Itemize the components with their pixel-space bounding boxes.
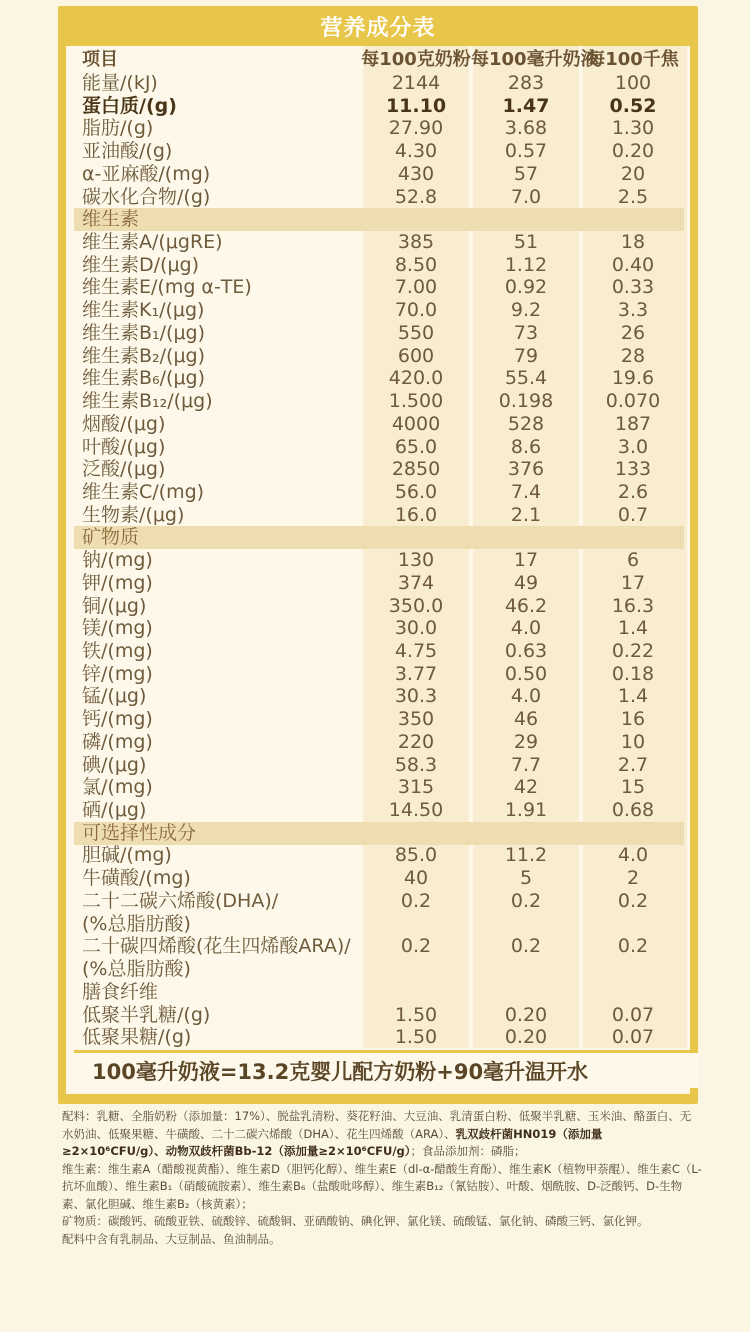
nutrient-name: α-亚麻酸/(mg) (82, 162, 211, 185)
value-per-100g: 220 (397, 730, 435, 753)
value-per-100ml: 2.1 (510, 503, 542, 526)
table-row (66, 913, 690, 936)
nutrient-name: 镁/(mg) (82, 617, 153, 640)
table-row (66, 345, 690, 368)
value-per-100ml: 9.2 (510, 299, 542, 322)
table-row (66, 844, 690, 867)
value-per-100g: 130 (397, 549, 435, 572)
value-per-100ml: 73 (513, 321, 539, 344)
value-per-100ml: 528 (507, 412, 545, 435)
value-per-100kj: 0.18 (611, 662, 655, 685)
table-row (66, 640, 690, 663)
value-per-100g: 430 (397, 162, 435, 185)
table-row (66, 504, 690, 527)
value-per-100g: 4.30 (394, 140, 438, 163)
value-per-100ml: 7.4 (510, 480, 542, 503)
value-per-100ml: 0.2 (510, 889, 542, 912)
value-per-100kj: 0.070 (605, 390, 661, 413)
value-per-100kj: 2.5 (617, 185, 649, 208)
value-per-100g: 600 (397, 344, 435, 367)
value-per-100g: 4000 (391, 412, 441, 435)
value-per-100kj: 100 (614, 72, 652, 94)
value-per-100kj: 3.3 (617, 299, 649, 322)
value-per-100g: 7.00 (394, 276, 438, 299)
nutrition-table-frame (58, 6, 698, 1104)
value-per-100g: 2144 (391, 72, 441, 94)
table-title: 营养成分表 (320, 15, 436, 41)
value-per-100g: 420.0 (388, 367, 444, 390)
nutrient-name: (%总脂肪酸) (82, 912, 191, 935)
value-per-100kj: 2.7 (617, 753, 649, 776)
value-per-100kj: 10 (620, 730, 646, 753)
value-per-100g: 40 (403, 867, 429, 890)
value-per-100kj: 0.2 (617, 935, 649, 958)
table-row (66, 254, 690, 277)
table-row (66, 481, 690, 504)
nutrient-name: 维生素B₂/(μg) (82, 344, 206, 367)
table-row (66, 958, 690, 981)
nutrient-name: 维生素D/(μg) (82, 253, 200, 276)
nutrient-name: 维生素B₆/(μg) (82, 367, 206, 390)
value-per-100ml: 11.2 (504, 844, 548, 867)
nutrient-name: (%总脂肪酸) (82, 958, 191, 981)
value-per-100ml: 55.4 (504, 367, 548, 390)
value-per-100kj: 0.40 (611, 253, 655, 276)
ingredients-section (62, 1108, 702, 1248)
value-per-100kj: 0.68 (611, 799, 655, 822)
nutrient-name: 亚油酸/(g) (82, 140, 173, 163)
value-per-100kj: 0.22 (611, 640, 655, 662)
nutrient-name: 低聚半乳糖/(g) (82, 1003, 211, 1026)
table-row (66, 367, 690, 390)
header-item: 项目 (82, 49, 118, 70)
value-per-100g: 0.2 (400, 889, 432, 912)
value-per-100ml: 42 (513, 776, 539, 799)
nutrient-name: 铁/(mg) (82, 640, 153, 662)
value-per-100ml: 79 (513, 344, 539, 367)
nutrient-name: 碳水化合物/(g) (82, 185, 211, 208)
nutrient-name: 泛酸/(μg) (82, 458, 166, 481)
value-per-100kj: 1.4 (617, 617, 649, 640)
table-row (66, 95, 690, 118)
value-per-100kj: 16.3 (611, 594, 655, 617)
nutrient-name: 锰/(μg) (82, 685, 147, 708)
table-row (66, 186, 690, 209)
table-row (66, 276, 690, 299)
value-per-100ml: 46.2 (504, 594, 548, 617)
table-row (66, 776, 690, 799)
nutrient-name: 脂肪/(g) (82, 117, 154, 140)
value-per-100g: 70.0 (394, 299, 438, 322)
value-per-100kj: 6 (626, 549, 640, 572)
value-per-100ml: 0.20 (504, 1026, 548, 1049)
table-row (66, 708, 690, 731)
value-per-100kj: 187 (614, 412, 652, 435)
nutrient-name: 铜/(μg) (82, 594, 147, 617)
nutrient-name: 胆碱/(mg) (82, 844, 172, 867)
table-row (66, 867, 690, 890)
value-per-100g: 65.0 (394, 435, 438, 458)
nutrient-name: 碘/(μg) (82, 753, 147, 776)
value-per-100g: 1.50 (394, 1003, 438, 1026)
value-per-100g: 4.75 (394, 640, 438, 662)
value-per-100ml: 1.12 (504, 253, 548, 276)
nutrient-name: 钾/(mg) (82, 571, 153, 594)
value-per-100ml: 4.0 (510, 685, 542, 708)
table-row (66, 981, 690, 1004)
value-per-100g: 56.0 (394, 480, 438, 503)
value-per-100ml: 46 (513, 708, 539, 731)
table-row (66, 413, 690, 436)
value-per-100kj: 1.30 (611, 117, 655, 140)
value-per-100kj: 2.6 (617, 480, 649, 503)
ingredients-text: 配料：乳糖、全脂奶粉（添加量：17%）、脱盐乳清粉、葵花籽油、大豆油、乳清蛋白粉、低聚半乳糖、玉米油、酪蛋白、无水奶油、低聚果糖、牛磺酸、二十二碳六烯酸（DHA）、花生四烯酸（ARA）、 (62, 1109, 692, 1141)
table-row (66, 663, 690, 686)
nutrient-name: 生物素/(μg) (82, 503, 185, 526)
table-row (66, 458, 690, 481)
value-per-100kj: 15 (620, 776, 646, 799)
header-per-100kj: 每100千焦 (587, 49, 679, 70)
value-per-100ml: 4.0 (510, 617, 542, 640)
value-per-100kj: 26 (620, 321, 646, 344)
table-row (66, 1026, 690, 1049)
table-row (66, 935, 690, 958)
nutrient-name: 维生素C/(mg) (82, 480, 205, 503)
nutrient-name: 烟酸/(μg) (82, 412, 166, 435)
nutrient-name: 磷/(mg) (82, 730, 153, 753)
value-per-100kj: 133 (614, 458, 652, 481)
probiotics-text: 乳双歧杆菌HN019（添加量≥2×10⁶CFU/g）、动物双歧杆菌Bb-12（添加量≥2×10⁶CFU/g） (62, 1126, 603, 1158)
nutrient-name: 蛋白质/(g) (82, 94, 177, 117)
value-per-100ml: 0.2 (510, 935, 542, 958)
value-per-100kj: 28 (620, 344, 646, 367)
value-per-100ml: 5 (519, 867, 533, 890)
nutrient-name: 钙/(mg) (82, 708, 153, 731)
table-row (66, 754, 690, 777)
value-per-100g: 27.90 (388, 117, 444, 140)
table-row (66, 299, 690, 322)
minerals-paragraph: 矿物质：碳酸钙、硫酸亚铁、硫酸锌、硫酸铜、亚硒酸钠、碘化钾、氯化镁、硫酸锰、氯化钠、磷酸三钙、氯化钾。 (62, 1214, 649, 1228)
table-row (66, 72, 690, 95)
value-per-100kj: 16 (620, 708, 646, 731)
nutrient-name: 维生素E/(mg α-TE) (82, 276, 252, 299)
header-per-100g-powder: 每100克奶粉 (361, 49, 471, 70)
value-per-100kj: 0.2 (617, 889, 649, 912)
nutrient-name: 二十碳四烯酸(花生四烯酸ARA)/ (82, 935, 351, 958)
value-per-100kj: 18 (620, 231, 646, 254)
value-per-100g: 1.50 (394, 1026, 438, 1049)
value-per-100ml: 3.68 (504, 117, 548, 140)
value-per-100g: 1.500 (388, 390, 444, 413)
value-per-100kj: 0.33 (611, 276, 655, 299)
value-per-100kj: 4.0 (617, 844, 649, 867)
value-per-100g: 58.3 (394, 753, 438, 776)
value-per-100g: 3.77 (394, 662, 438, 685)
table-row (66, 685, 690, 708)
table-row (66, 617, 690, 640)
nutrient-name: 膳食纤维 (82, 980, 159, 1003)
nutrient-name: 二十二碳六烯酸(DHA)/ (82, 889, 279, 912)
table-row (66, 799, 690, 822)
nutrient-name: 维生素B₁/(μg) (82, 321, 206, 344)
value-per-100kj: 0.07 (611, 1026, 655, 1049)
section-header: 矿物质 (74, 526, 684, 549)
value-per-100kj: 17 (620, 571, 646, 594)
table-row (66, 436, 690, 459)
value-per-100kj: 19.6 (611, 367, 655, 390)
value-per-100ml: 0.50 (504, 662, 548, 685)
value-per-100g: 350 (397, 708, 435, 731)
value-per-100g: 2850 (391, 458, 441, 481)
value-per-100ml: 0.20 (504, 1003, 548, 1026)
value-per-100g: 16.0 (394, 503, 438, 526)
table-row (66, 731, 690, 754)
value-per-100kj: 1.4 (617, 685, 649, 708)
section-header: 维生素 (74, 208, 684, 231)
value-per-100g: 315 (397, 776, 435, 799)
table-row (66, 163, 690, 186)
value-per-100kj: 0.20 (611, 140, 655, 163)
value-per-100kj: 0.7 (617, 503, 649, 526)
table-row (66, 117, 690, 140)
value-per-100ml: 0.63 (504, 640, 548, 662)
value-per-100kj: 0.07 (611, 1003, 655, 1026)
value-per-100g: 11.10 (385, 94, 447, 117)
value-per-100ml: 0.92 (504, 276, 548, 299)
value-per-100ml: 49 (513, 571, 539, 594)
value-per-100ml: 8.6 (510, 435, 542, 458)
ingredients-paragraph (62, 1108, 702, 1161)
value-per-100ml: 0.57 (504, 140, 548, 163)
nutrient-name: 氯/(mg) (82, 776, 153, 799)
nutrient-name: 低聚果糖/(g) (82, 1026, 192, 1049)
additives-text: ；食品添加剂：磷脂； (410, 1144, 526, 1158)
value-per-100ml: 376 (507, 458, 545, 481)
nutrient-name: 能量/(kJ) (82, 72, 158, 94)
allergen-paragraph: 配料中含有乳制品、大豆制品、鱼油制品。 (62, 1231, 281, 1246)
header-per-100ml-liquid: 每100毫升奶液 (471, 49, 599, 70)
table-header-row (66, 48, 690, 71)
value-per-100kj: 20 (620, 162, 646, 185)
value-per-100ml: 17 (513, 549, 539, 572)
table-row (66, 1004, 690, 1027)
vitamins-paragraph: 维生素：维生素A（醋酸视黄酯）、维生素D（胆钙化醇）、维生素E（dl-α-醋酸生育酚）、维生素K（植物甲萘醌）、维生素C（L-抗坏血酸）、维生素B₁（硝酸硫胺素）、维生素B₆（盐酸吡哆醇）、维生素B₁₂（氰钴胺）、叶酸、烟酰胺、D-泛酸钙、D-生物素、氯化胆碱、维生素B₂（核黄素）； (62, 1161, 702, 1211)
value-per-100kj: 2 (626, 867, 640, 890)
value-per-100ml: 57 (513, 162, 539, 185)
table-row (66, 231, 690, 254)
value-per-100ml: 1.91 (504, 799, 548, 822)
value-per-100g: 14.50 (388, 799, 444, 822)
table-row (66, 890, 690, 913)
nutrition-table (66, 46, 690, 1094)
value-per-100g: 30.0 (394, 617, 438, 640)
nutrient-name: 牛磺酸/(mg) (82, 867, 191, 890)
value-per-100g: 350.0 (388, 594, 444, 617)
value-per-100ml: 51 (513, 231, 539, 254)
table-row (66, 595, 690, 618)
table-row (66, 390, 690, 413)
nutrient-name: 维生素B₁₂/(μg) (82, 390, 213, 413)
table-row (66, 322, 690, 345)
nutrient-name: 钠/(mg) (82, 549, 153, 572)
nutrient-name: 锌/(mg) (82, 662, 153, 685)
value-per-100ml: 7.7 (510, 753, 542, 776)
preparation-note: 100毫升奶液=13.2克婴儿配方奶粉+90毫升温开水 (74, 1050, 698, 1088)
table-row (66, 140, 690, 163)
value-per-100g: 85.0 (394, 844, 438, 867)
nutrient-name: 维生素K₁/(μg) (82, 299, 205, 322)
value-per-100kj: 0.52 (609, 94, 657, 117)
value-per-100g: 0.2 (400, 935, 432, 958)
value-per-100ml: 0.198 (498, 390, 554, 413)
value-per-100ml: 29 (513, 730, 539, 753)
value-per-100g: 52.8 (394, 185, 438, 208)
value-per-100kj: 3.0 (617, 435, 649, 458)
value-per-100ml: 1.47 (502, 94, 550, 117)
section-header: 可选择性成分 (74, 822, 684, 845)
nutrient-name: 叶酸/(μg) (82, 435, 166, 458)
nutrient-name: 维生素A/(μgRE) (82, 231, 223, 254)
table-row (66, 549, 690, 572)
value-per-100g: 30.3 (394, 685, 438, 708)
value-per-100ml: 283 (507, 72, 545, 94)
value-per-100g: 550 (397, 321, 435, 344)
value-per-100g: 385 (397, 231, 435, 254)
value-per-100ml: 7.0 (510, 185, 542, 208)
nutrient-name: 硒/(μg) (82, 799, 147, 822)
table-row (66, 572, 690, 595)
value-per-100g: 374 (397, 571, 435, 594)
value-per-100g: 8.50 (394, 253, 438, 276)
